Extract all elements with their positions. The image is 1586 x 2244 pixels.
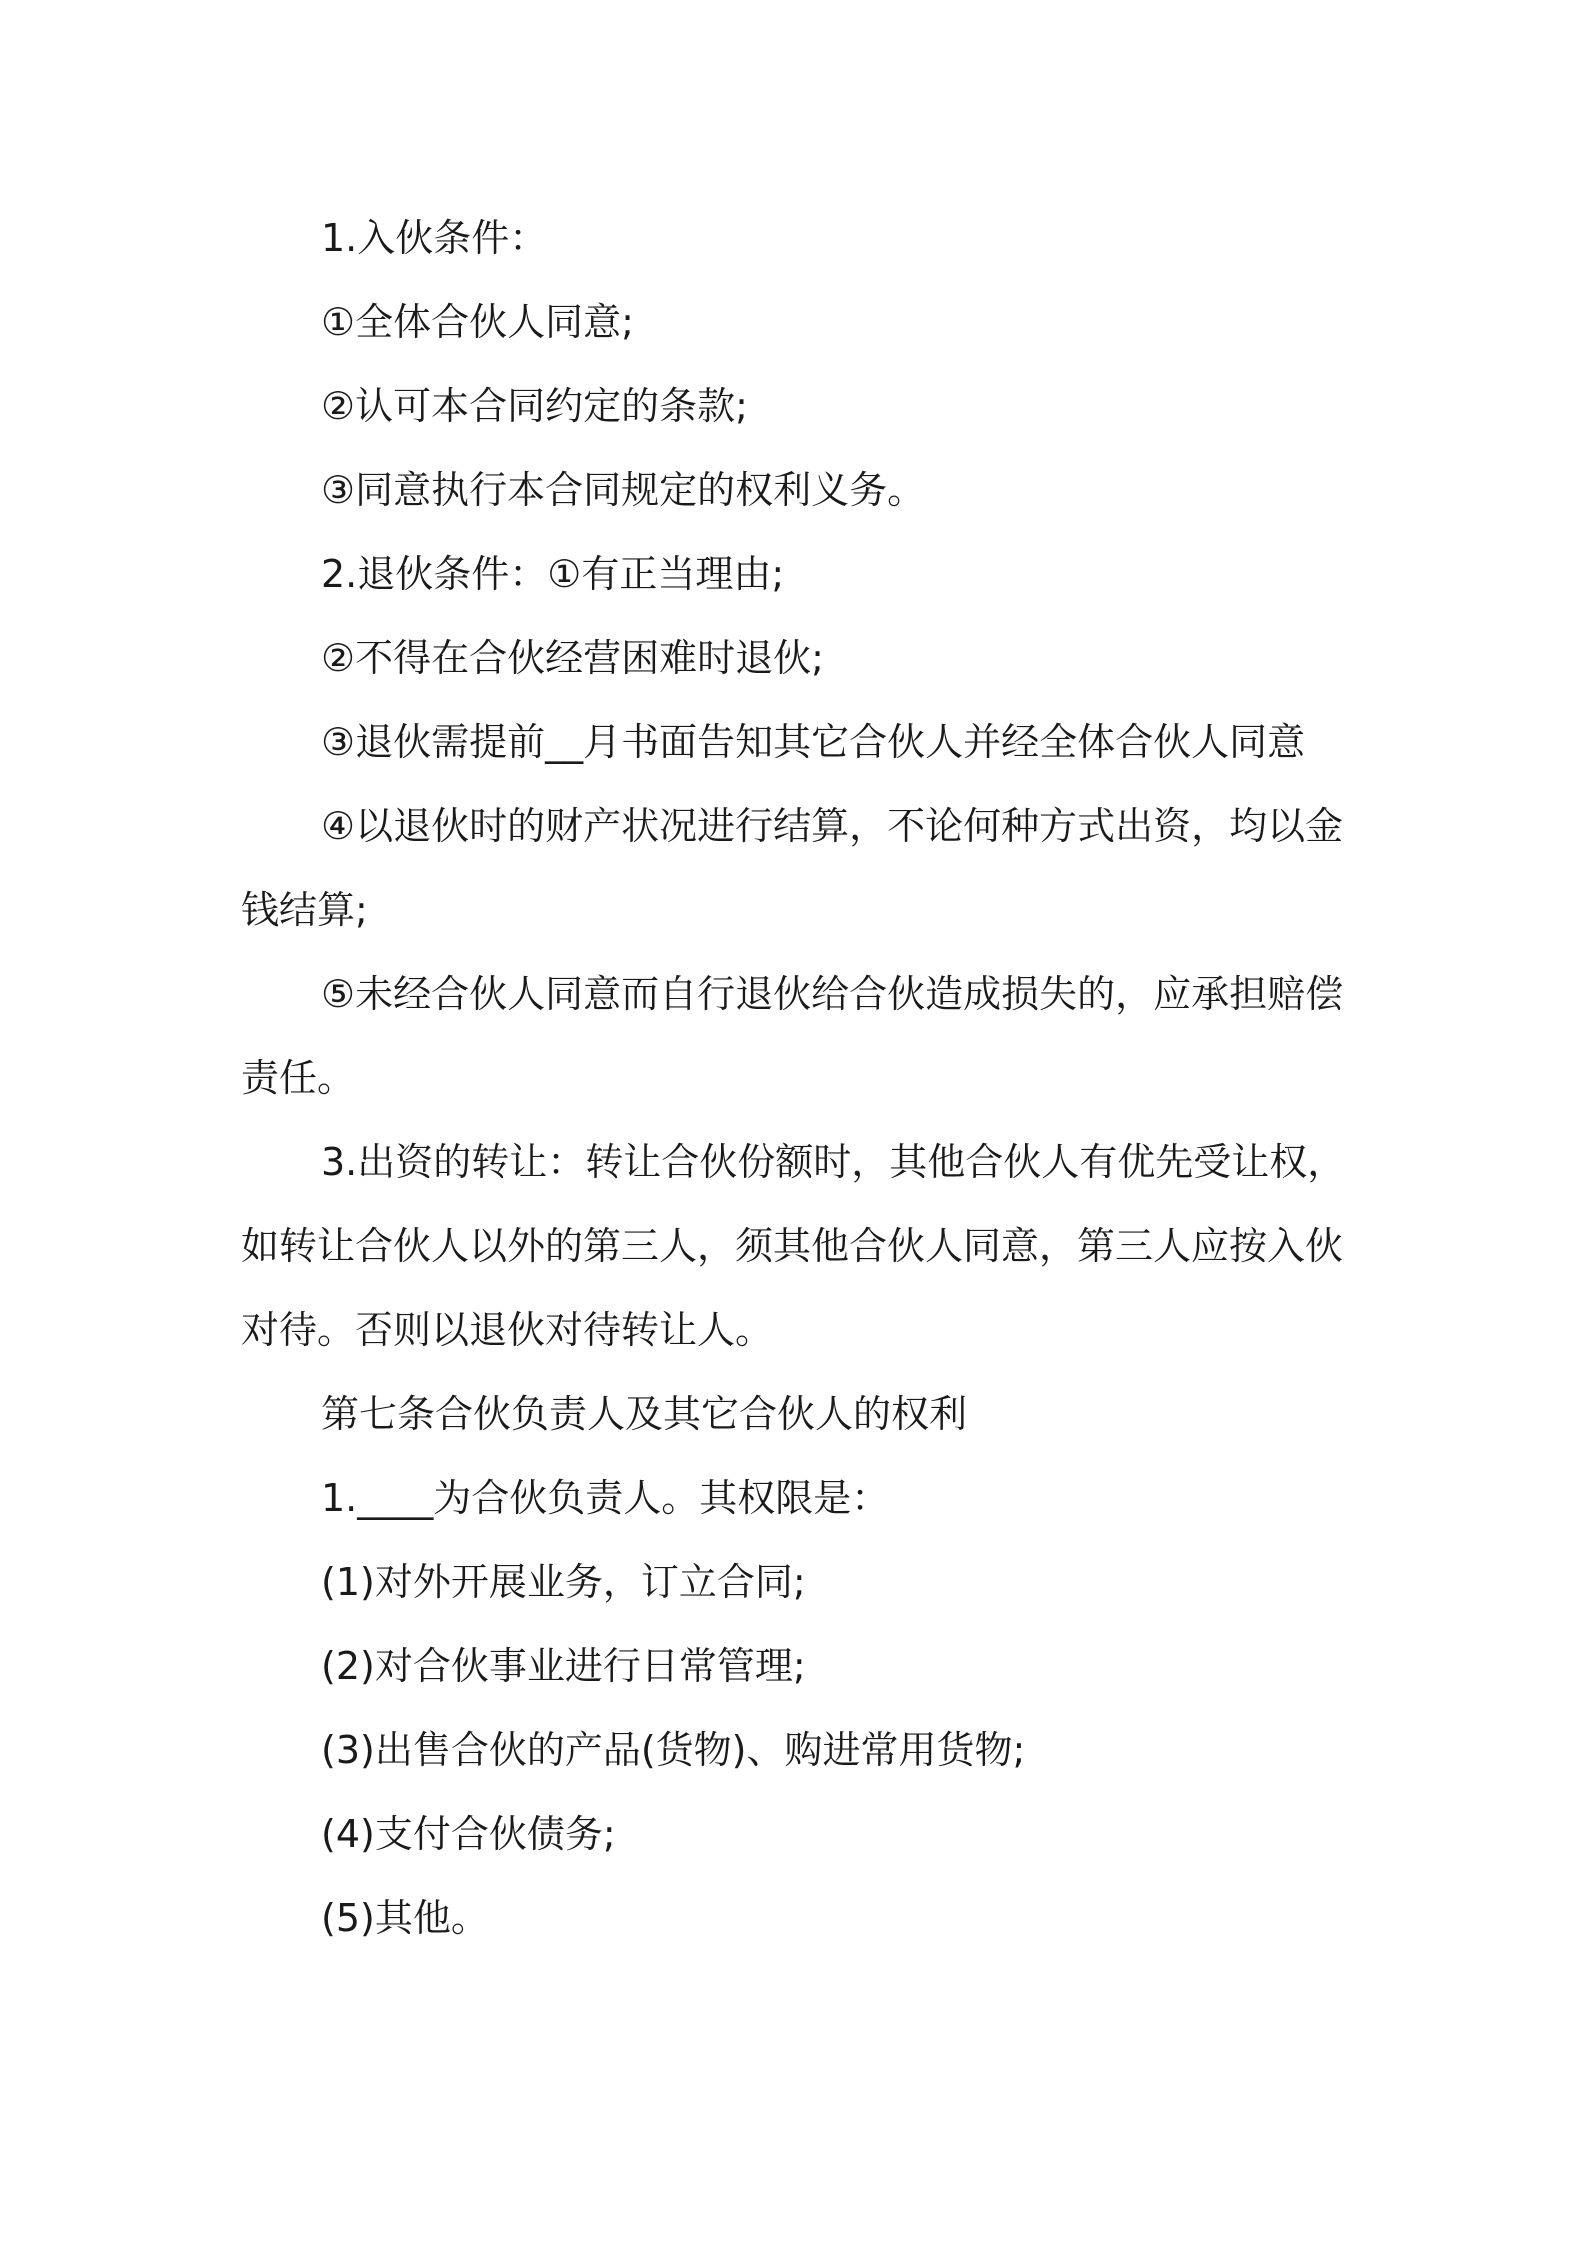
- paragraph-authority-item-4: (4)支付合伙债务;: [321, 1812, 616, 1856]
- paragraph-authority-item-5: (5)其他。: [321, 1896, 489, 1940]
- paragraph-admission-conditions: 1.入伙条件：: [321, 216, 548, 260]
- paragraph-admission-item-1: ①全体合伙人同意;: [321, 300, 634, 344]
- paragraph-withdrawal-item-3: ③退伙需提前__月书面告知其它合伙人并经全体合伙人同意: [321, 720, 1306, 764]
- paragraph-withdrawal-item-2: ②不得在合伙经营困难时退伙;: [321, 636, 824, 680]
- paragraph-withdrawal-conditions: 2.退伙条件：①有正当理由;: [321, 552, 785, 596]
- paragraph-authority-item-3: (3)出售合伙的产品(货物)、购进常用货物;: [321, 1728, 1026, 1772]
- section-heading-article-7: 第七条合伙负责人及其它合伙人的权利: [321, 1392, 968, 1436]
- paragraph-admission-item-3: ③同意执行本合同规定的权利义务。: [321, 468, 926, 512]
- paragraph-authority-item-1: (1)对外开展业务，订立合同;: [321, 1560, 806, 1604]
- document-body: [241, 196, 1361, 1960]
- paragraph-admission-item-2: ②认可本合同约定的条款;: [321, 384, 748, 428]
- paragraph-authority-item-2: (2)对合伙事业进行日常管理;: [321, 1644, 806, 1688]
- paragraph-withdrawal-item-5: ⑤未经合伙人同意而自行退伙给合伙造成损失的，应承担赔偿责任。: [241, 972, 1344, 1100]
- paragraph-withdrawal-item-4: ④以退伙时的财产状况进行结算，不论何种方式出资，均以金钱结算;: [241, 804, 1344, 932]
- paragraph-responsible-partner: 1.____为合伙负责人。其权限是：: [321, 1476, 890, 1520]
- paragraph-capital-transfer: 3.出资的转让：转让合伙份额时，其他合伙人有优先受让权，如转让合伙人以外的第三人，须其他合伙人同意，第三人应按入伙对待。否则以退伙对待转让人。: [241, 1140, 1346, 1352]
